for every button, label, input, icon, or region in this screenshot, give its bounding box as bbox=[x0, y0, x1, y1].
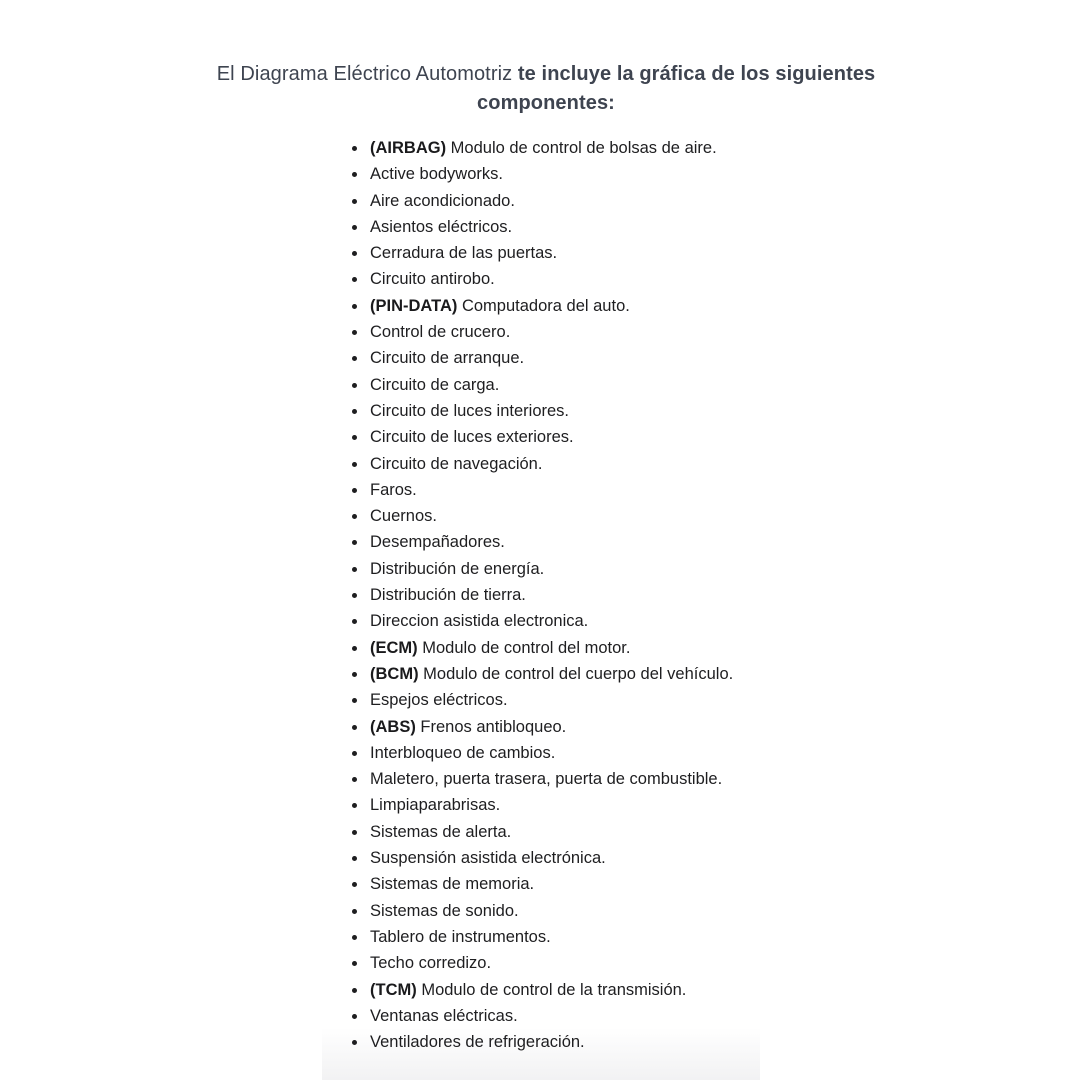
list-item bbox=[368, 898, 928, 924]
list-item bbox=[368, 871, 928, 897]
list-item bbox=[368, 135, 928, 161]
list-item bbox=[368, 845, 928, 871]
item-text: Suspensión asistida electrónica. bbox=[370, 849, 606, 868]
list-item bbox=[368, 556, 928, 582]
item-text: Active bodyworks. bbox=[370, 165, 503, 184]
list-item bbox=[368, 372, 928, 398]
item-text: Interbloqueo de cambios. bbox=[370, 743, 556, 762]
item-code-label: (BCM) bbox=[370, 664, 419, 683]
item-text: Circuito de luces exteriores. bbox=[370, 428, 574, 447]
list-item bbox=[368, 214, 928, 240]
list-item bbox=[368, 792, 928, 818]
list-item bbox=[368, 161, 928, 187]
list-item bbox=[368, 819, 928, 845]
item-text: Circuito de arranque. bbox=[370, 349, 525, 368]
list-item bbox=[368, 1029, 928, 1055]
list-item bbox=[368, 740, 928, 766]
page-title bbox=[186, 60, 906, 118]
item-text: Circuito de navegación. bbox=[370, 454, 543, 473]
item-code-label: (TCM) bbox=[370, 980, 417, 999]
list-item bbox=[368, 345, 928, 371]
item-text: Modulo de control del motor. bbox=[422, 638, 631, 657]
item-text: Sistemas de alerta. bbox=[370, 822, 512, 841]
list-item bbox=[368, 582, 928, 608]
page-title-normal: El Diagrama Eléctrico Automotriz bbox=[216, 63, 513, 85]
list-item bbox=[368, 398, 928, 424]
item-text: Modulo de control de bolsas de aire. bbox=[450, 139, 717, 157]
item-text: Techo corredizo. bbox=[370, 954, 492, 973]
item-text: Tablero de instrumentos. bbox=[370, 927, 551, 946]
list-item bbox=[368, 503, 928, 529]
item-text: Circuito de carga. bbox=[370, 375, 500, 394]
list-item bbox=[368, 293, 928, 319]
list-item bbox=[368, 529, 928, 555]
list-item bbox=[368, 635, 928, 661]
item-text: Sistemas de memoria. bbox=[370, 875, 535, 894]
item-text: Maletero, puerta trasera, puerta de combustible. bbox=[370, 770, 723, 789]
item-text: Limpiaparabrisas. bbox=[370, 796, 501, 815]
list-item bbox=[368, 319, 928, 345]
item-text: Aire acondicionado. bbox=[370, 191, 515, 210]
item-text: Distribución de tierra. bbox=[370, 586, 526, 605]
list-item bbox=[368, 924, 928, 950]
item-text: Control de crucero. bbox=[370, 323, 511, 342]
item-text: Cerradura de las puertas. bbox=[370, 244, 558, 263]
item-text: Ventanas eléctricas. bbox=[370, 1006, 518, 1025]
list-item bbox=[368, 766, 928, 792]
list-item bbox=[368, 608, 928, 634]
item-text: Direccion asistida electronica. bbox=[370, 612, 589, 631]
component-list bbox=[368, 135, 928, 1055]
list-item bbox=[368, 240, 928, 266]
item-text: Modulo de control del cuerpo del vehículo. bbox=[423, 664, 734, 683]
list-item bbox=[368, 477, 928, 503]
item-text: Sistemas de sonido. bbox=[370, 901, 519, 920]
item-code-label: (ECM) bbox=[370, 638, 418, 657]
item-text: Espejos eléctricos. bbox=[370, 691, 508, 710]
item-text: Asientos eléctricos. bbox=[370, 217, 513, 236]
list-item bbox=[368, 687, 928, 713]
item-text: Ventiladores de refrigeración. bbox=[370, 1033, 585, 1052]
item-text: Desempañadores. bbox=[370, 533, 505, 552]
list-item bbox=[368, 1003, 928, 1029]
list-item bbox=[368, 950, 928, 976]
list-item bbox=[368, 188, 928, 214]
list-item bbox=[368, 661, 928, 687]
item-text: Frenos antibloqueo. bbox=[420, 717, 567, 736]
list-item bbox=[368, 451, 928, 477]
item-text: Circuito antirobo. bbox=[370, 270, 495, 289]
list-item bbox=[368, 424, 928, 450]
item-text: Computadora del auto. bbox=[461, 296, 630, 315]
list-item bbox=[368, 266, 928, 292]
list-item bbox=[368, 977, 928, 1003]
page-title-bold: te incluye la gráfica de los siguientes componentes: bbox=[477, 63, 876, 114]
list-item bbox=[368, 714, 928, 740]
item-text: Faros. bbox=[370, 480, 417, 499]
item-text: Cuernos. bbox=[370, 507, 437, 526]
item-text: Circuito de luces interiores. bbox=[370, 401, 569, 420]
item-code-label: (ABS) bbox=[370, 717, 416, 736]
item-code-label: (PIN-DATA) bbox=[370, 296, 458, 315]
item-text: Distribución de energía. bbox=[370, 559, 545, 578]
item-code-label: (AIRBAG) bbox=[370, 139, 447, 157]
item-text: Modulo de control de la transmisión. bbox=[421, 980, 687, 999]
